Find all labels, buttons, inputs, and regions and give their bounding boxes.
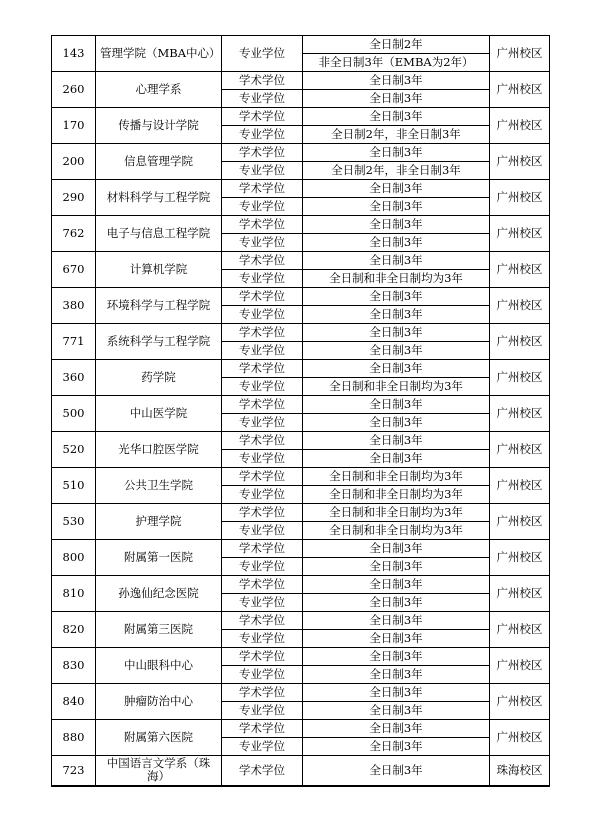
campus: 广州校区 — [490, 432, 550, 468]
study-system: 全日制3年 — [303, 108, 490, 126]
dept-name: 孙逸仙纪念医院 — [96, 576, 222, 612]
dept-code: 771 — [52, 324, 96, 360]
dept-code: 762 — [52, 216, 96, 252]
dept-name: 附属第三医院 — [96, 612, 222, 648]
campus: 广州校区 — [490, 576, 550, 612]
degree-type: 专业学位 — [222, 378, 303, 396]
table-row — [52, 288, 550, 306]
study-system: 全日制3年 — [303, 738, 490, 756]
degree-type: 学术学位 — [222, 648, 303, 666]
dept-code: 530 — [52, 504, 96, 540]
degree-type: 专业学位 — [222, 306, 303, 324]
dept-code: 810 — [52, 576, 96, 612]
dept-code: 840 — [52, 684, 96, 720]
degree-type: 专业学位 — [222, 234, 303, 252]
dept-name: 附属第一医院 — [96, 540, 222, 576]
study-system: 全日制3年 — [303, 234, 490, 252]
campus: 广州校区 — [490, 72, 550, 108]
study-system: 全日制3年 — [303, 288, 490, 306]
dept-name: 药学院 — [96, 360, 222, 396]
dept-name: 传播与设计学院 — [96, 108, 222, 144]
degree-type: 学术学位 — [222, 324, 303, 342]
degree-type: 专业学位 — [222, 522, 303, 540]
study-system: 全日制3年 — [303, 342, 490, 360]
dept-code: 380 — [52, 288, 96, 324]
dept-code: 723 — [52, 756, 96, 786]
study-system: 全日制3年 — [303, 414, 490, 432]
table-row — [52, 612, 550, 630]
degree-type: 学术学位 — [222, 684, 303, 702]
study-system: 全日制和非全日制均为3年 — [303, 522, 490, 540]
degree-type: 学术学位 — [222, 432, 303, 450]
study-system: 全日制和非全日制均为3年 — [303, 504, 490, 522]
campus: 广州校区 — [490, 720, 550, 756]
table-row — [52, 756, 550, 786]
dept-name: 护理学院 — [96, 504, 222, 540]
table-row — [52, 216, 550, 234]
table-row — [52, 36, 550, 54]
table-row — [52, 360, 550, 378]
table-row — [52, 540, 550, 558]
dept-code: 820 — [52, 612, 96, 648]
study-system: 全日制3年 — [303, 90, 490, 108]
degree-type: 专业学位 — [222, 36, 303, 72]
campus: 广州校区 — [490, 36, 550, 72]
dept-code: 510 — [52, 468, 96, 504]
campus: 广州校区 — [490, 108, 550, 144]
study-system: 全日制和非全日制均为3年 — [303, 468, 490, 486]
study-system: 全日制3年 — [303, 576, 490, 594]
degree-type: 学术学位 — [222, 720, 303, 738]
dept-name: 心理学系 — [96, 72, 222, 108]
degree-type: 学术学位 — [222, 396, 303, 414]
campus: 广州校区 — [490, 684, 550, 720]
study-system: 全日制3年 — [303, 612, 490, 630]
study-system: 全日制3年 — [303, 666, 490, 684]
degree-type: 学术学位 — [222, 180, 303, 198]
dept-name: 光华口腔医学院 — [96, 432, 222, 468]
table-row — [52, 576, 550, 594]
table-row — [52, 72, 550, 90]
degree-type: 学术学位 — [222, 576, 303, 594]
campus: 广州校区 — [490, 540, 550, 576]
study-system: 全日制2年，非全日制3年 — [303, 162, 490, 180]
study-system: 全日制3年 — [303, 630, 490, 648]
study-system: 全日制3年 — [303, 396, 490, 414]
study-system: 全日制3年 — [303, 684, 490, 702]
degree-type: 专业学位 — [222, 126, 303, 144]
campus: 广州校区 — [490, 504, 550, 540]
table-row — [52, 324, 550, 342]
dept-name: 电子与信息工程学院 — [96, 216, 222, 252]
campus: 广州校区 — [490, 468, 550, 504]
degree-type: 学术学位 — [222, 144, 303, 162]
campus: 广州校区 — [490, 288, 550, 324]
campus: 广州校区 — [490, 180, 550, 216]
table-row — [52, 684, 550, 702]
dept-name: 环境科学与工程学院 — [96, 288, 222, 324]
study-system: 全日制3年 — [303, 360, 490, 378]
dept-code: 880 — [52, 720, 96, 756]
campus: 广州校区 — [490, 216, 550, 252]
degree-type: 学术学位 — [222, 540, 303, 558]
dept-code: 520 — [52, 432, 96, 468]
study-system: 全日制3年 — [303, 594, 490, 612]
dept-code: 800 — [52, 540, 96, 576]
dept-name: 中国语言文学系（珠海） — [96, 756, 222, 786]
campus: 广州校区 — [490, 360, 550, 396]
degree-type: 学术学位 — [222, 360, 303, 378]
study-system: 全日制和非全日制均为3年 — [303, 270, 490, 288]
study-system: 全日制和非全日制均为3年 — [303, 378, 490, 396]
study-system: 全日制3年 — [303, 216, 490, 234]
dept-name: 中山医学院 — [96, 396, 222, 432]
dept-code: 500 — [52, 396, 96, 432]
dept-name: 系统科学与工程学院 — [96, 324, 222, 360]
dept-name: 肿瘤防治中心 — [96, 684, 222, 720]
degree-type: 学术学位 — [222, 756, 303, 786]
study-system: 非全日制3年（EMBA为2年） — [303, 54, 490, 72]
study-system: 全日制3年 — [303, 756, 490, 786]
study-system: 全日制3年 — [303, 432, 490, 450]
campus: 广州校区 — [490, 396, 550, 432]
program-table — [51, 35, 550, 787]
campus: 广州校区 — [490, 648, 550, 684]
study-system: 全日制3年 — [303, 648, 490, 666]
campus: 广州校区 — [490, 252, 550, 288]
degree-type: 专业学位 — [222, 666, 303, 684]
dept-code: 260 — [52, 72, 96, 108]
degree-type: 专业学位 — [222, 270, 303, 288]
degree-type: 学术学位 — [222, 252, 303, 270]
campus: 珠海校区 — [490, 756, 550, 786]
degree-type: 专业学位 — [222, 702, 303, 720]
dept-code: 830 — [52, 648, 96, 684]
table-row — [52, 396, 550, 414]
table-row — [52, 432, 550, 450]
study-system: 全日制3年 — [303, 180, 490, 198]
dept-name: 管理学院（MBA中心） — [96, 36, 222, 72]
degree-type: 专业学位 — [222, 558, 303, 576]
study-system: 全日制和非全日制均为3年 — [303, 486, 490, 504]
dept-code: 290 — [52, 180, 96, 216]
table-row — [52, 720, 550, 738]
degree-type: 专业学位 — [222, 450, 303, 468]
dept-name: 材料科学与工程学院 — [96, 180, 222, 216]
study-system: 全日制3年 — [303, 198, 490, 216]
degree-type: 学术学位 — [222, 468, 303, 486]
degree-type: 学术学位 — [222, 504, 303, 522]
table-row — [52, 468, 550, 486]
study-system: 全日制3年 — [303, 144, 490, 162]
dept-code: 360 — [52, 360, 96, 396]
degree-type: 专业学位 — [222, 594, 303, 612]
dept-code: 200 — [52, 144, 96, 180]
dept-code: 170 — [52, 108, 96, 144]
study-system: 全日制3年 — [303, 450, 490, 468]
degree-type: 专业学位 — [222, 342, 303, 360]
table-row — [52, 252, 550, 270]
table-row — [52, 504, 550, 522]
dept-name: 信息管理学院 — [96, 144, 222, 180]
campus: 广州校区 — [490, 144, 550, 180]
dept-name: 附属第六医院 — [96, 720, 222, 756]
degree-type: 专业学位 — [222, 414, 303, 432]
study-system: 全日制3年 — [303, 558, 490, 576]
dept-code: 670 — [52, 252, 96, 288]
dept-name: 中山眼科中心 — [96, 648, 222, 684]
study-system: 全日制3年 — [303, 252, 490, 270]
campus: 广州校区 — [490, 612, 550, 648]
dept-name: 计算机学院 — [96, 252, 222, 288]
study-system: 全日制3年 — [303, 324, 490, 342]
dept-name: 公共卫生学院 — [96, 468, 222, 504]
table-row — [52, 180, 550, 198]
study-system: 全日制2年 — [303, 36, 490, 54]
degree-type: 学术学位 — [222, 216, 303, 234]
study-system: 全日制3年 — [303, 306, 490, 324]
degree-type: 专业学位 — [222, 486, 303, 504]
degree-type: 专业学位 — [222, 198, 303, 216]
table-row — [52, 648, 550, 666]
degree-type: 专业学位 — [222, 738, 303, 756]
degree-type: 学术学位 — [222, 288, 303, 306]
degree-type: 专业学位 — [222, 630, 303, 648]
dept-code: 143 — [52, 36, 96, 72]
study-system: 全日制3年 — [303, 540, 490, 558]
study-system: 全日制3年 — [303, 72, 490, 90]
table-row — [52, 108, 550, 126]
degree-type: 学术学位 — [222, 612, 303, 630]
degree-type: 专业学位 — [222, 90, 303, 108]
study-system: 全日制3年 — [303, 702, 490, 720]
degree-type: 学术学位 — [222, 108, 303, 126]
study-system: 全日制3年 — [303, 720, 490, 738]
table-row — [52, 144, 550, 162]
degree-type: 学术学位 — [222, 72, 303, 90]
degree-type: 专业学位 — [222, 162, 303, 180]
campus: 广州校区 — [490, 324, 550, 360]
study-system: 全日制2年，非全日制3年 — [303, 126, 490, 144]
